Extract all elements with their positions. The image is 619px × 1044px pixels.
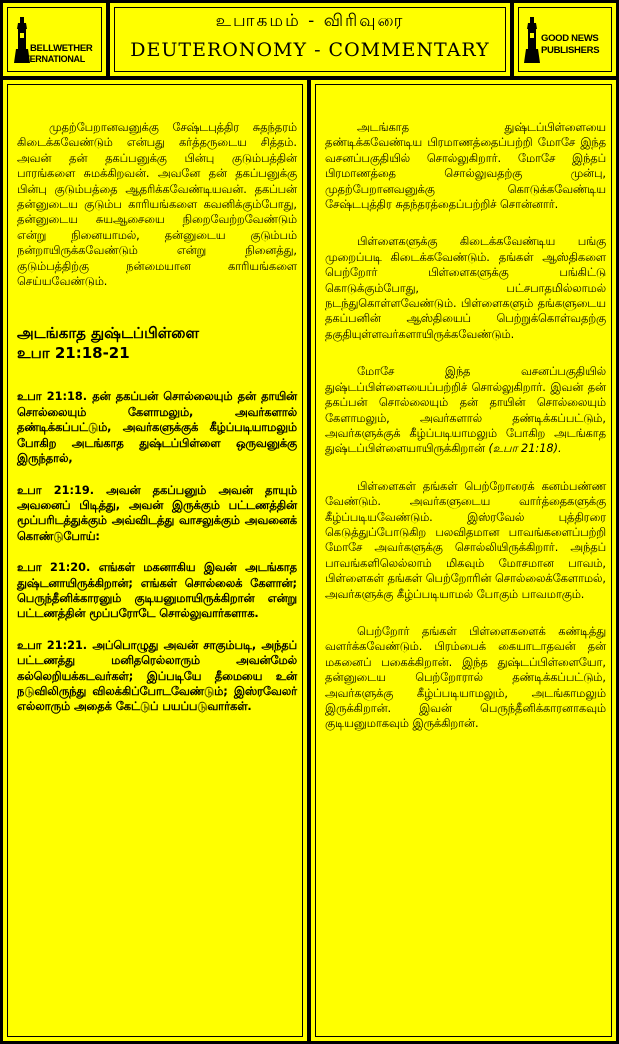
verse-reference: (உபா 21:18).	[488, 442, 562, 456]
header-frame	[114, 7, 506, 72]
logo-left-line2: INTERNATIONAL	[16, 54, 85, 64]
english-title: DEUTERONOMY - COMMENTARY	[130, 39, 490, 61]
verse-paragraph: உபா 21:18. தன் தகப்பன் சொல்லையும் தன் தாயின் சொல்லையும் கேளாமலும், அவர்களால் தண்டிக்கப்பட்டும், அவர்களுக்குக் கீழ்ப்படியாமலும் போகிற அடங்காத துஷ்டப்பிள்ளை ஒருவனுக்கு இருந்தால்,	[17, 390, 297, 466]
verse-paragraph: உபா 21:20. எங்கள் மகனாகிய இவன் அடங்காத துஷ்டனாயிருக்கிறான்; எங்கள் சொல்லைக் கேளான்; பெருந்தீனிக்காரனும் குடியனுமாயிருக்கிறான் என்று பட்டணத்தின் மூப்பரோடே சொல்லுவார்களாக.	[17, 561, 297, 621]
right-column	[311, 80, 616, 1041]
intro-paragraph: முதற்பேறானவனுக்கு சேஷ்டபுத்திர சுதந்தரம் கிடைக்கவேண்டும் என்பது கர்த்தருடைய சித்தம். அவன் தன் தகப்பனுக்கு பின்பு குடும்பத்தின் பாரங்களை சுமக்கிறவன். அவனே தன் தகப்பனுக்கு பின்பு குடும்பத்தை ஆதரிக்கவேண்டியவன். தகப்பன் தன்னுடைய குடும்ப காரியங்களை கவனிக்கும்போது, தன்னுடைய சுயஆசையை நிறைவேற்றவேண்டும் என்று நினையாமல், தன்னுடைய குடும்பம் நன்றாயிருக்கவேண்டும் என்று நினைத்து, குடும்பத்திற்கு நன்மையான காரியங்களை செய்யவேண்டும்.	[17, 121, 297, 289]
logo-left-line1: BELLWETHER	[30, 43, 93, 54]
section-heading: அடங்காத துஷ்டப்பிள்ளை	[17, 324, 200, 343]
section-reference: உபா 21:18-21	[17, 344, 130, 363]
commentary-paragraph: பிள்ளைகள் தங்கள் பெற்றோரைக் கனம்பண்ண வேண்டும். அவர்களுடைய வார்த்தைகளுக்கு கீழ்ப்படியவேண்டும். இஸ்ரவேல் புத்திரரை கெடுத்துப்போடுகிற பலவிதமான பாவங்களைப்பற்றி மோசே அவர்களுக்கு சொல்லியிருக்கிறார். அந்தப் பாவங்களிலெல்லாம் மிகவும் மோசமான பாவம், பிள்ளைகள் தங்கள் பெற்றோரின் சொல்லைக்கேளாமல், அவர்களுக்கு கீழ்ப்படியாமல் போகும் பாவமாகும்.	[325, 479, 606, 601]
commentary-paragraph: பெற்றோர் தங்கள் பிள்ளைகளைக் கண்டித்து வளர்க்கவேண்டும். பிரம்பைக் கையாடாதவன் தன் மகனைப் பகைக்கிறான். இந்த துஷ்டப்பிள்ளையோ, தன்னுடைய பெற்றோரால் தண்டிக்கப்பட்டும், அவர்களுக்கு கீழ்ப்படியாமலும், அடங்காமலும் இருக்கிறான். இவன் பெருந்தீனிக்காரனாகவும் குடியனுமாகவும் இருக்கிறான்.	[325, 624, 606, 731]
commentary-paragraph	[325, 364, 606, 456]
left-column	[3, 80, 307, 1041]
good-news-logo	[514, 3, 616, 76]
verse-paragraph: உபா 21:21. அப்பொழுது அவன் சாகும்படி, அந்தப் பட்டணத்து மனிதரெல்லாரும் அவன்மேல் கல்லெறியக்கடவர்கள்; இப்படியே தீமையை உன் நடுவிலிருந்து விலக்கிப்போடவேண்டும்; இஸ்ரவேலர் எல்லாரும் அதைக் கேட்டுப் பயப்படுவார்கள்.	[17, 638, 297, 714]
bellwether-logo	[3, 3, 106, 76]
commentary-paragraph: அடங்காத துஷ்டப்பிள்ளையை தண்டிக்கவேண்டிய பிரமாணத்தைப்பற்றி மோசே இந்த வசனப்பகுதியில் சொல்லுகிறார். மோசே இந்தப் பிரமாணத்தை சொல்லுவதற்கு முன்பு, முதற்பேறானவனுக்கு கொடுக்கவேண்டிய சேஷ்டபுத்திர சுதந்தரத்தைப்பற்றிச் சொன்னார்.	[325, 121, 606, 212]
logo-right-line1: GOOD NEWS	[541, 33, 599, 44]
page-header	[110, 3, 510, 76]
tamil-title: உபாகமம் - விரிவுரை	[215, 11, 405, 31]
commentary-text: மோசே இந்த வசனப்பகுதியில் துஷ்டப்பிள்ளையைப்பற்றிச் சொல்லுகிறார். இவன் தன் தகப்பன் சொல்லையும் தன் தாயின் சொல்லையும் கேளாமலும், அவர்களால் தண்டிக்கப்பட்டும், அவர்களுக்குக் கீழ்ப்படியாமலும் போகிற அடங்காத துஷ்டப்பிள்ளையாயிருக்கிறான்	[325, 365, 606, 456]
tower-icon	[524, 17, 540, 63]
commentary-paragraph: பிள்ளைகளுக்கு கிடைக்கவேண்டிய பங்கு முறைப்படி கிடைக்கவேண்டும். தங்கள் ஆஸ்திகளை பெற்றோர் பிள்ளைகளுக்கு பங்கிட்டு கொடுக்கும்போது, பட்சபாதமில்லாமல் நடந்துகொள்ளவேண்டும். பிள்ளைகளும் தங்களுடைய தகப்பனின் ஆஸ்தியைப் பெற்றுக்கொள்வதற்கு தகுதியுள்ளவர்களாயிருக்கவேண்டும்.	[325, 235, 606, 341]
logo-right-line2: PUBLISHERS	[541, 45, 600, 56]
verse-paragraph: உபா 21:19. அவன் தகப்பனும் அவன் தாயும் அவனைப் பிடித்து, அவன் இருக்கும் பட்டணத்தின் மூப்பரிடத்துக்கும் அவ்விடத்து வாசலுக்கும் அவனைக் கொண்டுபோய்:	[17, 483, 297, 543]
